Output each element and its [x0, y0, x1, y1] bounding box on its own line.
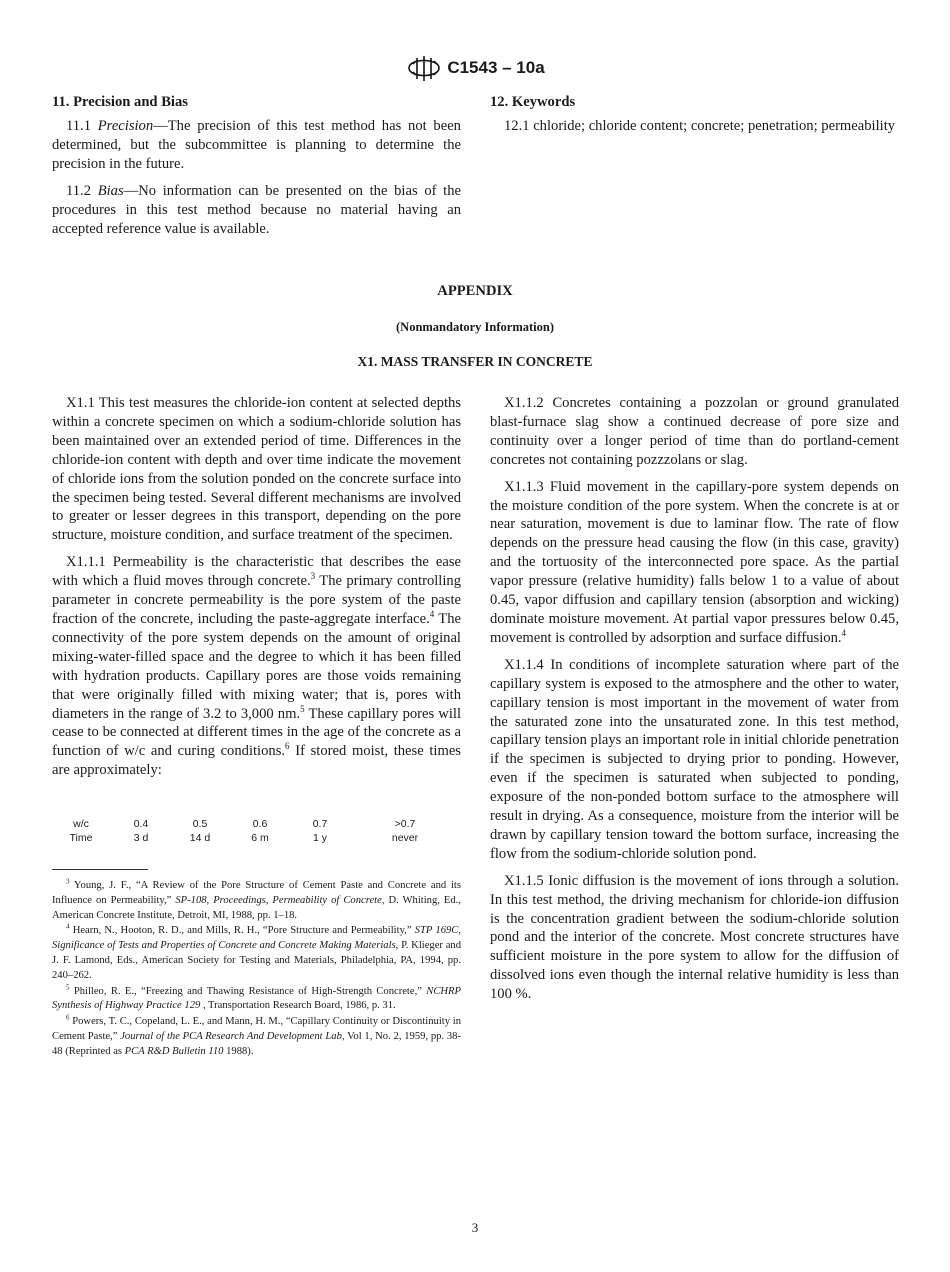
table-row: Time 3 d 14 d 6 m 1 y never	[69, 832, 419, 844]
paragraph-11-2: 11.2 Bias—No information can be presented on the bias of the procedures in this test method because no material having an accepted reference value is available.	[52, 182, 461, 237]
appendix-left-column	[52, 394, 461, 788]
appendix-title: APPENDIX	[437, 283, 513, 299]
paragraph-12-1: 12.1 chloride; chloride content; concrete; penetration; permeability	[504, 118, 896, 134]
section-precision-bias	[52, 93, 461, 246]
footnote-5: $^5$ Philleo, R. E., “Freezing and Thawing Resistance of High-Strength Concrete,” NCHRP Synthesis of Highway Practice 129 , Transportation Research Board, 1986, p. 31.	[52, 983, 461, 1012]
page-number: 3	[471, 1220, 479, 1235]
appendix-right-column	[490, 394, 899, 1012]
paragraph-x1-1-2: X1.1.2 Concretes containing a pozzolan or ground granulated blast-furnace slag show a continued decrease of pore size and continuity over a longer period of time than do portland-cement concretes not containing pozzzolans or slag.	[490, 395, 899, 468]
footnote-divider	[52, 869, 148, 870]
footnote-4: $^4$ Hearn, N., Hooton, R. D., and Mills, R. H., “Pore Structure and Permeability,” STP 169C, Significance of Tests and Properties of Concrete and Concrete Making Materials, P. Klieger and J. F. Lamond, Eds., American Society for Testing and Materials, Philadelphia, PA, 1994, pp. 240–262.	[52, 922, 461, 981]
page-header	[0, 52, 950, 84]
paragraph-x1-1-5: X1.1.5 Ionic diffusion is the movement of ions through a solution. In this test method, the driving mechanism for chloride-ion diffusion is the concentration gradient between the sodium-chloride solution pond and the interior of the concrete. Most concrete structures have sufficient moisture in the pore system to allow for the diffusion of dissolved ions even though the internal relative humidity is less than 100 %.	[490, 872, 899, 1003]
footnote-6: $^6$ Powers, T. C., Copeland, L. E., and Mann, H. M., “Capillary Continuity or Discontinuity in Cement Paste,” Journal of the PCA Research And Development Lab, Vol 1, No. 2, 1959, pp. 38-48 (Reprinted as PCA R&D Bulletin 110 1988).	[52, 1013, 461, 1057]
paragraph-11-1: 11.1 Precision—The precision of this test method has not been determined, but the subcommittee is planning to determine the precision in the future.	[52, 118, 461, 172]
paragraph-x1-1: X1.1 This test measures the chloride-ion content at selected depths within a concrete specimen on which a sodium-chloride solution has been maintained over an extended period of time. Differences in the chloride-ion content with depth and over time indicate the movement of chloride ions from the solution ponded on the concrete surface into the specimen being tested. Several different mechanisms are involved to greater or lesser degrees in this transport, depending on the pore structure, moisture condition, and surface treatment of the specimen.	[52, 395, 461, 544]
footnotes	[52, 879, 461, 1061]
footnote-3: $^3$ Young, J. F., “A Review of the Pore Structure of Cement Paste and Concrete and its Influence on Permeability,” SP-108, Proceedings, Permeability of Concrete, D. Whiting, Ed., American Concrete Institute, Detroit, MI, 1988, pp. 1–18.	[52, 877, 461, 921]
table-row: w/c 0.4 0.5 0.6 0.7 >0.7	[73, 818, 416, 830]
paragraph-x1-1-1: X1.1.1 Permeability is the characteristic that describes the ease with which a fluid moves through concrete.$^3$ The primary controlling parameter in concrete permeability is the pore system of the paste fraction of the concrete, including the paste-aggregate interface.$^4$ The connectivity of the pore system depends on the amount of original mixing-water-filled space and the degree to which it has been filled with hydration products. Capillary pores are those voids remaining that were originally filled with mixing water; that is, pores with diameters in the range of 3.2 to 3,000 nm.$^5$ These capillary pores will cease to be connected at different times in the age of the concrete as a function of w/c and curing conditions.$^6$ If stored moist, these times are approximately:	[52, 554, 462, 779]
section-keywords	[490, 93, 899, 144]
astm-logo-icon	[405, 52, 443, 84]
paragraph-x1-1-3: X1.1.3 Fluid movement in the capillary-pore system depends on the moisture condition of the pore system. When the concrete is at or near saturation, movement is due to laminar flow. The rate of flow depends on the pressure head causing the flow (in this case, gravity) and the tortuosity of the interconnected pore space. As the partial vapor pressure (relative humidity) falls below 1 to a value of about 0.45, vapor diffusion and capillary tension (absorption and wicking) dominate moisture movement. At partial vapor pressures below 0.45, movement is controlled by adsorption and surface diffusion.$^4$	[490, 478, 899, 646]
standard-designation: C1543 – 10a	[447, 58, 545, 77]
wc-time-table	[60, 817, 470, 845]
section-11-title: 11. Precision and Bias	[52, 94, 188, 110]
section-12-title: 12. Keywords	[490, 94, 576, 110]
appendix-subtitle: (Nonmandatory Information)	[396, 320, 554, 334]
x1-title: X1. MASS TRANSFER IN CONCRETE	[357, 354, 593, 369]
paragraph-x1-1-4: X1.1.4 In conditions of incomplete saturation where part of the capillary system is exposed to the atmosphere and the other to water, capillary tension is most important in the movement of water from the saturated zone into the unsaturated zone. In this test method, capillary tension plays an important role in initial chloride penetration if the specimen is subjected to drying prior to ponding. However, even if the specimen is saturated when subjected to ponding, exposure of the non-ponded bottom surface to the atmosphere will result in drying. As a consequence, moisture from the interior will be drawn by capillary tension toward the bottom surface, increasing the flow from the sodium-chloride solution pond.	[490, 656, 899, 862]
